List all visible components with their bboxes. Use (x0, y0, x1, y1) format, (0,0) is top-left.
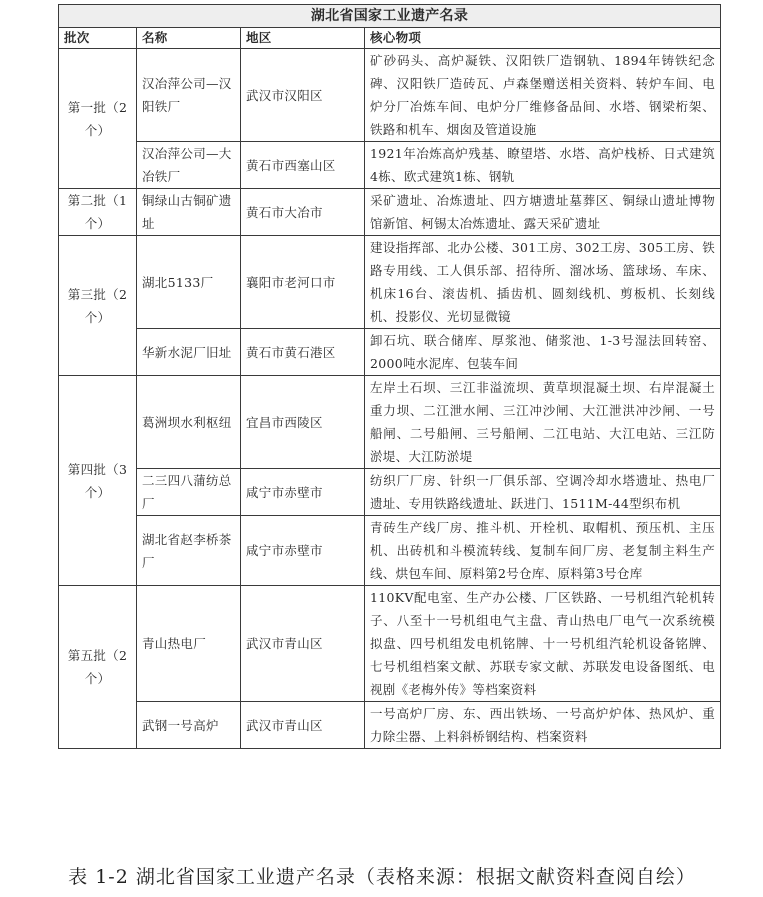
site-region: 黄石市黄石港区 (241, 329, 365, 376)
site-name: 汉冶萍公司—大冶铁厂 (137, 142, 241, 189)
site-region: 咸宁市赤壁市 (241, 516, 365, 586)
site-name: 青山热电厂 (137, 586, 241, 702)
batch-cell: 第四批（3个） (59, 376, 137, 586)
site-items: 1921年冶炼高炉残基、瞭望塔、水塔、高炉栈桥、日式建筑4栋、欧式建筑1栋、钢轨 (365, 142, 721, 189)
site-region: 黄石市西塞山区 (241, 142, 365, 189)
table-row (59, 236, 721, 329)
table-row (59, 376, 721, 469)
table-row (59, 49, 721, 142)
site-name: 汉冶萍公司—汉阳铁厂 (137, 49, 241, 142)
batch-cell: 第五批（2个） (59, 586, 137, 749)
table-row (59, 702, 721, 749)
header-batch: 批次 (59, 28, 137, 49)
site-name: 湖北省赵李桥茶厂 (137, 516, 241, 586)
site-region: 武汉市青山区 (241, 586, 365, 702)
table-row (59, 189, 721, 236)
header-name: 名称 (137, 28, 241, 49)
site-items: 110KV配电室、生产办公楼、厂区铁路、一号机组汽轮机转子、八至十一号机组电气主盘、青山热电厂电气一次系统模拟盘、四号机组发电机铭牌、十一号机组汽轮机设备铭牌、七号机组档案文献、苏联专家文献、苏联发电设备图纸、电视剧《老梅外传》等档案资料 (365, 586, 721, 702)
site-items: 左岸土石坝、三江非溢流坝、黄草坝混凝土坝、右岸混凝土重力坝、二江泄水闸、三江冲沙闸、大江泄洪冲沙闸、一号船闸、二号船闸、三号船闸、二江电站、大江电站、三江防淤堤、大江防淤堤 (365, 376, 721, 469)
batch-cell: 第一批（2个） (59, 49, 137, 189)
heritage-table (58, 4, 721, 749)
site-region: 黄石市大冶市 (241, 189, 365, 236)
site-name: 湖北5133厂 (137, 236, 241, 329)
table-title: 湖北省国家工业遗产名录 (59, 5, 721, 28)
site-name: 武钢一号高炉 (137, 702, 241, 749)
table-row (59, 469, 721, 516)
site-items: 卸石坑、联合储库、厚浆池、储浆池、1-3号湿法回转窑、2000吨水泥库、包装车间 (365, 329, 721, 376)
batch-cell: 第三批（2个） (59, 236, 137, 376)
table-row (59, 586, 721, 702)
table-row (59, 329, 721, 376)
site-name: 铜绿山古铜矿遗址 (137, 189, 241, 236)
batch-cell: 第二批（1个） (59, 189, 137, 236)
site-items: 采矿遗址、冶炼遗址、四方塘遗址墓葬区、铜绿山遗址博物馆新馆、柯锡太冶炼遗址、露天采矿遗址 (365, 189, 721, 236)
site-name: 葛洲坝水利枢纽 (137, 376, 241, 469)
site-region: 宜昌市西陵区 (241, 376, 365, 469)
site-items: 青砖生产线厂房、推斗机、开栓机、取帽机、预压机、主压机、出砖机和斗模流转线、复制车间厂房、老复制主料生产线、烘包车间、原料第2号仓库、原料第3号仓库 (365, 516, 721, 586)
site-region: 武汉市汉阳区 (241, 49, 365, 142)
table-caption: 表 1-2 湖北省国家工业遗产名录（表格来源：根据文献资料查阅自绘） (68, 866, 696, 888)
site-region: 襄阳市老河口市 (241, 236, 365, 329)
site-items: 纺织厂厂房、针织一厂俱乐部、空调冷却水塔遗址、热电厂遗址、专用铁路线遗址、跃进门、1511M-44型织布机 (365, 469, 721, 516)
table-row (59, 142, 721, 189)
header-region: 地区 (241, 28, 365, 49)
site-region: 武汉市青山区 (241, 702, 365, 749)
site-name: 华新水泥厂旧址 (137, 329, 241, 376)
site-name: 二三四八蒲纺总厂 (137, 469, 241, 516)
table-row (59, 516, 721, 586)
site-region: 咸宁市赤壁市 (241, 469, 365, 516)
site-items: 矿砂码头、高炉凝铁、汉阳铁厂造钢轨、1894年铸铁纪念碑、汉阳铁厂造砖瓦、卢森堡赠送相关资料、转炉车间、电炉分厂冶炼车间、电炉分厂维修备品间、水塔、钢梁桁架、铁路和机车、烟囱及管道设施 (365, 49, 721, 142)
site-items: 建设指挥部、北办公楼、301工房、302工房、305工房、铁路专用线、工人俱乐部、招待所、溜冰场、篮球场、车床、机床16台、滚齿机、插齿机、圆刻线机、剪板机、长刻线机、投影仪、光切显微镜 (365, 236, 721, 329)
site-items: 一号高炉厂房、东、西出铁场、一号高炉炉体、热风炉、重力除尘器、上料斜桥钢结构、档案资料 (365, 702, 721, 749)
header-items: 核心物项 (365, 28, 721, 49)
